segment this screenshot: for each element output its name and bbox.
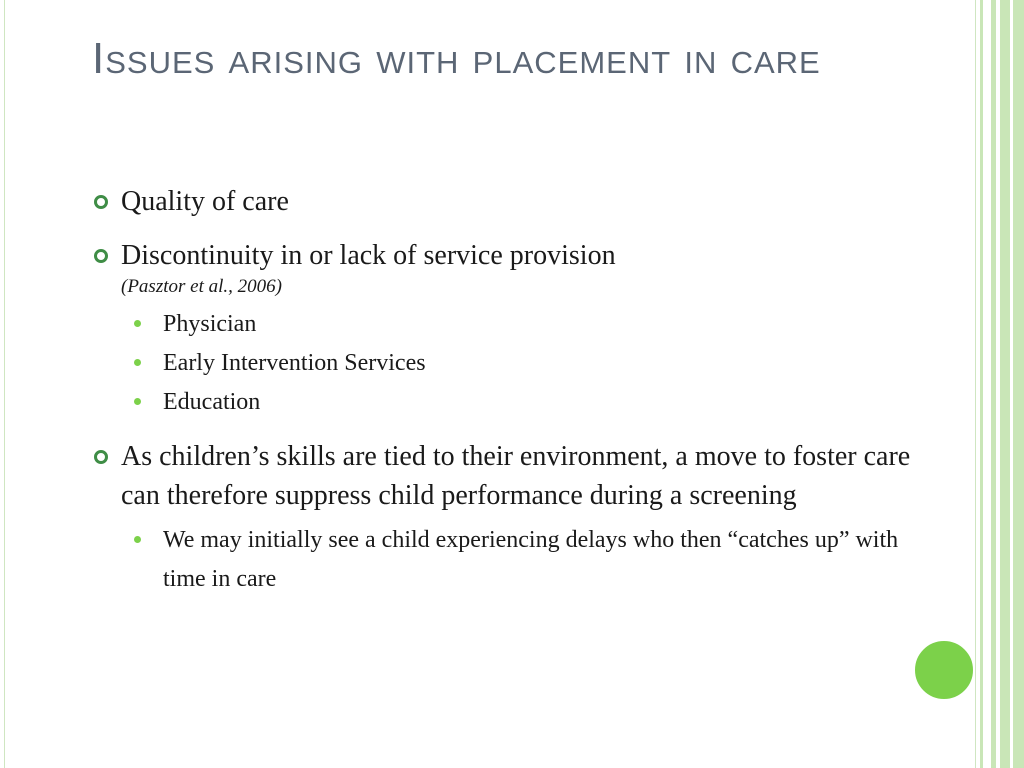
- bullet-text: Discontinuity in or lack of service provision: [121, 240, 616, 271]
- citation: (Pasztor et al., 2006): [121, 276, 282, 297]
- slide-title: Issues arising with placement in care: [92, 34, 821, 83]
- decorative-circle: [913, 639, 975, 701]
- bullet-text: As children’s skills are tied to their environment, a move to foster care can therefore suppress child performance during a screening: [121, 441, 911, 511]
- sub-bullet-item: [121, 344, 912, 383]
- sub-bullet-text: We may initially see a child experiencing delays who then “catches up” with time in care: [163, 527, 899, 592]
- dot-bullet-icon: [134, 398, 141, 405]
- dot-bullet-icon: [134, 320, 141, 327]
- sub-bullet-text: Education: [163, 389, 261, 415]
- sub-bullet-item: [121, 305, 912, 344]
- ring-bullet-icon: [94, 195, 108, 209]
- decorative-stripes: [976, 0, 1024, 768]
- ring-bullet-icon: [94, 450, 108, 464]
- stripe: [983, 0, 991, 768]
- stripe: [1000, 0, 1010, 768]
- bullet-item: [92, 437, 912, 599]
- sub-bullet-text: Early Intervention Services: [163, 350, 426, 376]
- dot-bullet-icon: [134, 536, 141, 543]
- bullet-item: [92, 182, 912, 221]
- sub-bullet-text: Physician: [163, 311, 257, 337]
- sub-bullet-list: [121, 521, 912, 599]
- bullet-text: Quality of care: [121, 186, 289, 217]
- sub-bullet-item: [121, 521, 912, 599]
- sub-bullet-list: [121, 305, 912, 422]
- ring-bullet-icon: [94, 249, 108, 263]
- bullet-item: [92, 236, 912, 422]
- stripe: [1013, 0, 1024, 768]
- sub-bullet-item: [121, 383, 912, 422]
- slide-content: [92, 182, 912, 614]
- dot-bullet-icon: [134, 359, 141, 366]
